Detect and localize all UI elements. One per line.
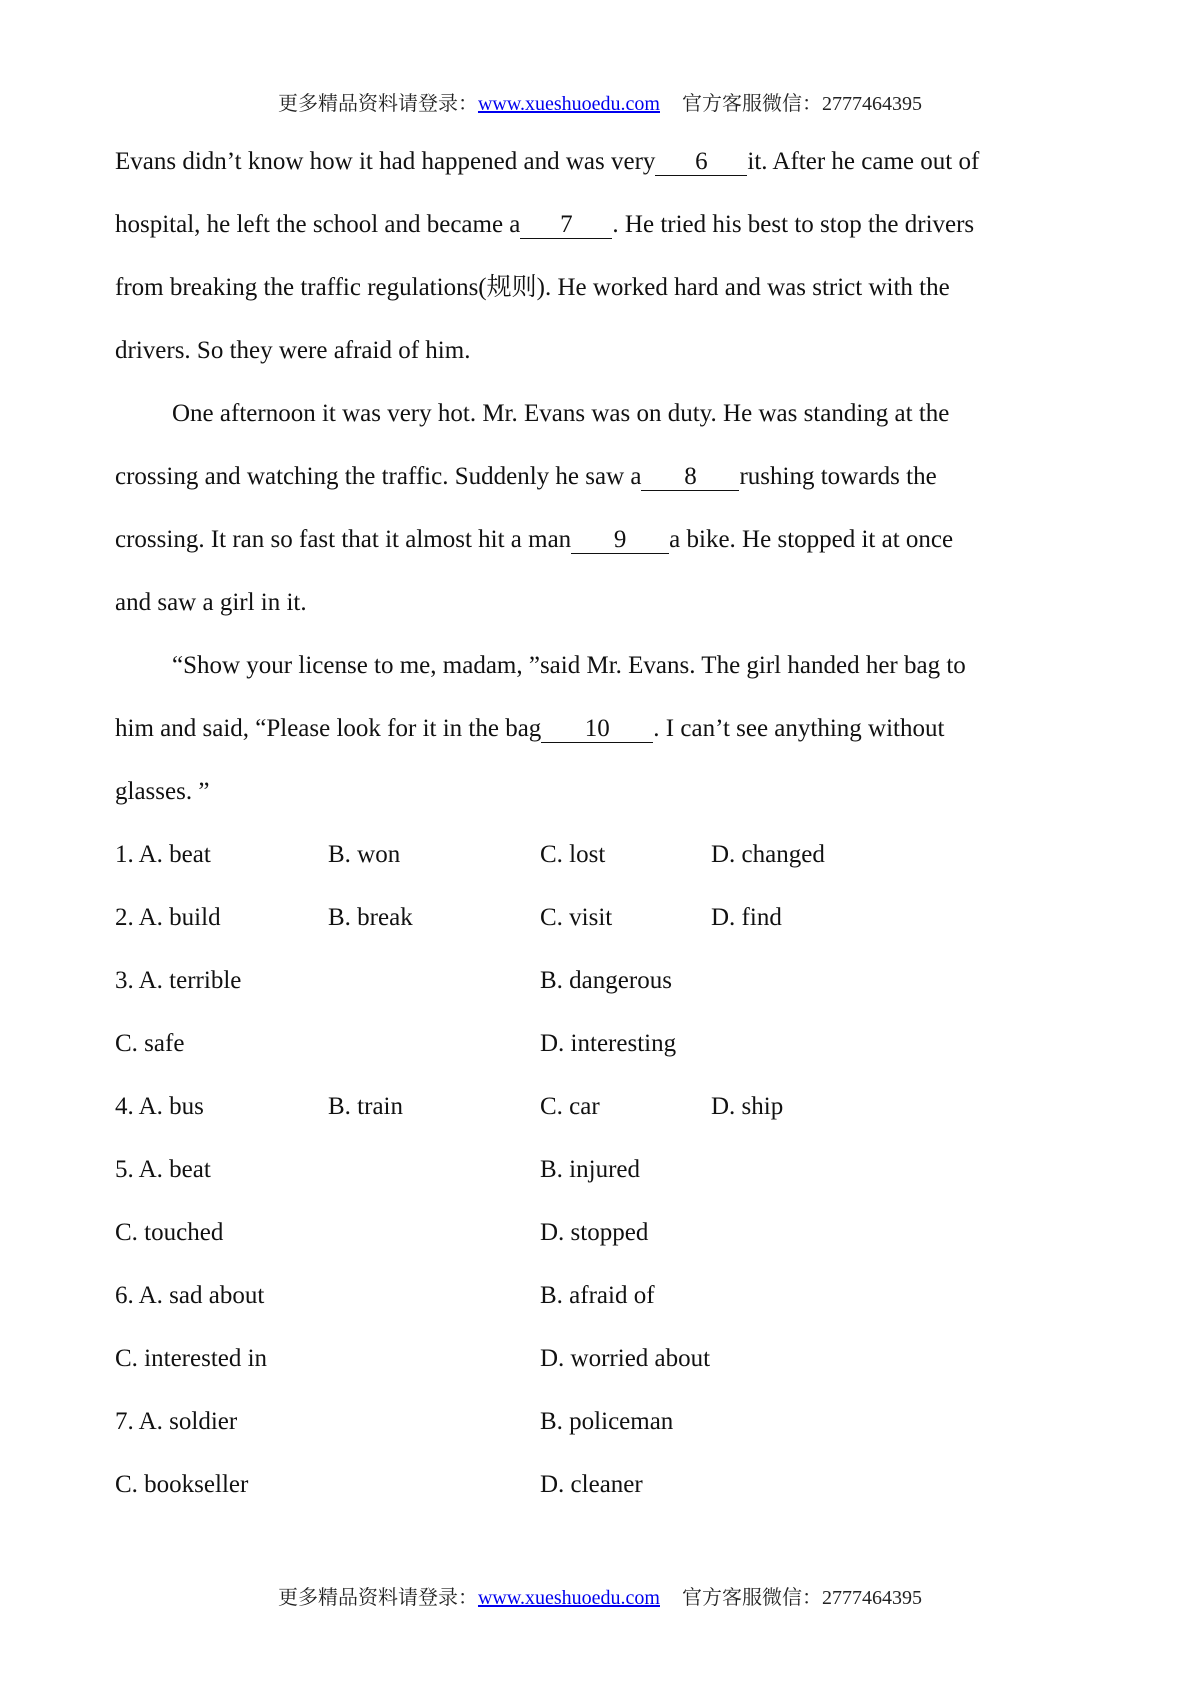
option-c: C. touched (115, 1219, 224, 1246)
footer-banner (0, 1581, 1200, 1610)
option-c: C. safe (115, 1030, 185, 1057)
option-c: C. car (540, 1093, 600, 1120)
option-c: C. bookseller (115, 1471, 249, 1498)
option-b: B. break (328, 904, 413, 931)
blank-10: 10 (541, 716, 653, 743)
passage-text: “Show your license to me, madam, ”said Mr. Evans. The girl handed her bag to (172, 652, 966, 679)
passage-line (172, 651, 1093, 681)
passage-line (115, 336, 1093, 366)
option-a: A. beat (138, 841, 211, 868)
question-7 (115, 1407, 237, 1437)
option-a: A. build (138, 904, 221, 931)
option-d: D. find (711, 904, 782, 931)
option-a: A. soldier (138, 1408, 238, 1435)
passage-line (172, 399, 1093, 429)
header-banner (0, 87, 1200, 116)
question-6 (115, 1281, 264, 1311)
option-d: D. worried about (540, 1345, 711, 1372)
passage-text: . He tried his best to stop the drivers (612, 211, 975, 238)
question-number: 7. (115, 1408, 134, 1435)
option-c: C. lost (540, 841, 606, 868)
option-b: B. afraid of (540, 1282, 655, 1309)
passage-line (115, 777, 1093, 807)
blank-7: 7 (520, 212, 612, 239)
banner-contact: 官方客服微信：2777464395 (682, 93, 922, 115)
passage-text: hospital, he left the school and became a (115, 211, 521, 238)
passage-text: crossing and watching the traffic. Suddenly he saw a (115, 463, 642, 490)
option-b: B. policeman (540, 1408, 674, 1435)
passage-line (115, 525, 1093, 555)
passage-text: drivers. So they were afraid of him. (115, 337, 471, 364)
banner-prefix: 更多精品资料请登录： (277, 93, 478, 115)
passage-text: from breaking the traffic regulations(规则). He worked hard and was strict with the (115, 274, 950, 301)
option-a: A. beat (138, 1156, 211, 1183)
option-d: D. stopped (540, 1219, 649, 1246)
option-c: C. visit (540, 904, 613, 931)
option-b: B. won (328, 841, 401, 868)
option-a: A. terrible (138, 967, 242, 994)
option-b: B. injured (540, 1156, 640, 1183)
passage-line (115, 462, 1093, 492)
passage-line (115, 147, 1093, 177)
passage-text: a bike. He stopped it at once (669, 526, 954, 553)
option-b: B. dangerous (540, 967, 672, 994)
banner-link[interactable]: www.xueshuoedu.com (477, 1587, 660, 1609)
passage-line (115, 273, 1093, 303)
banner-prefix: 更多精品资料请登录： (277, 1587, 478, 1609)
question-number: 3. (115, 967, 134, 994)
option-c: C. interested in (115, 1345, 268, 1372)
option-d: D. interesting (540, 1030, 677, 1057)
blank-8: 8 (641, 464, 739, 491)
question-4 (115, 1092, 204, 1122)
option-a: A. bus (138, 1093, 204, 1120)
passage-line (115, 210, 1093, 240)
passage-line (115, 714, 1093, 744)
option-d: D. cleaner (540, 1471, 643, 1498)
passage-text: glasses. ” (115, 778, 210, 805)
passage-text: crossing. It ran so fast that it almost hit a man (115, 526, 572, 553)
option-d: D. ship (711, 1093, 784, 1120)
question-number: 5. (115, 1156, 134, 1183)
passage-line (115, 588, 1093, 618)
passage-text: . I can’t see anything without (653, 715, 945, 742)
banner-link[interactable]: www.xueshuoedu.com (477, 93, 660, 115)
option-a: A. sad about (138, 1282, 265, 1309)
question-number: 2. (115, 904, 134, 931)
passage-text: Evans didn’t know how it had happened and was very (115, 148, 656, 175)
blank-9: 9 (571, 527, 669, 554)
question-2 (115, 903, 221, 933)
blank-6: 6 (655, 149, 747, 176)
passage-text: rushing towards the (739, 463, 937, 490)
question-1 (115, 840, 211, 870)
passage-text: it. After he came out of (747, 148, 980, 175)
option-b: B. train (328, 1093, 403, 1120)
passage-text: One afternoon it was very hot. Mr. Evans was on duty. He was standing at the (172, 400, 950, 427)
passage-text: and saw a girl in it. (115, 589, 307, 616)
question-3 (115, 966, 241, 996)
question-number: 6. (115, 1282, 134, 1309)
banner-contact: 官方客服微信：2777464395 (682, 1587, 922, 1609)
question-number: 1. (115, 841, 134, 868)
option-d: D. changed (711, 841, 825, 868)
passage-text: him and said, “Please look for it in the bag (115, 715, 542, 742)
question-number: 4. (115, 1093, 134, 1120)
question-5 (115, 1155, 211, 1185)
